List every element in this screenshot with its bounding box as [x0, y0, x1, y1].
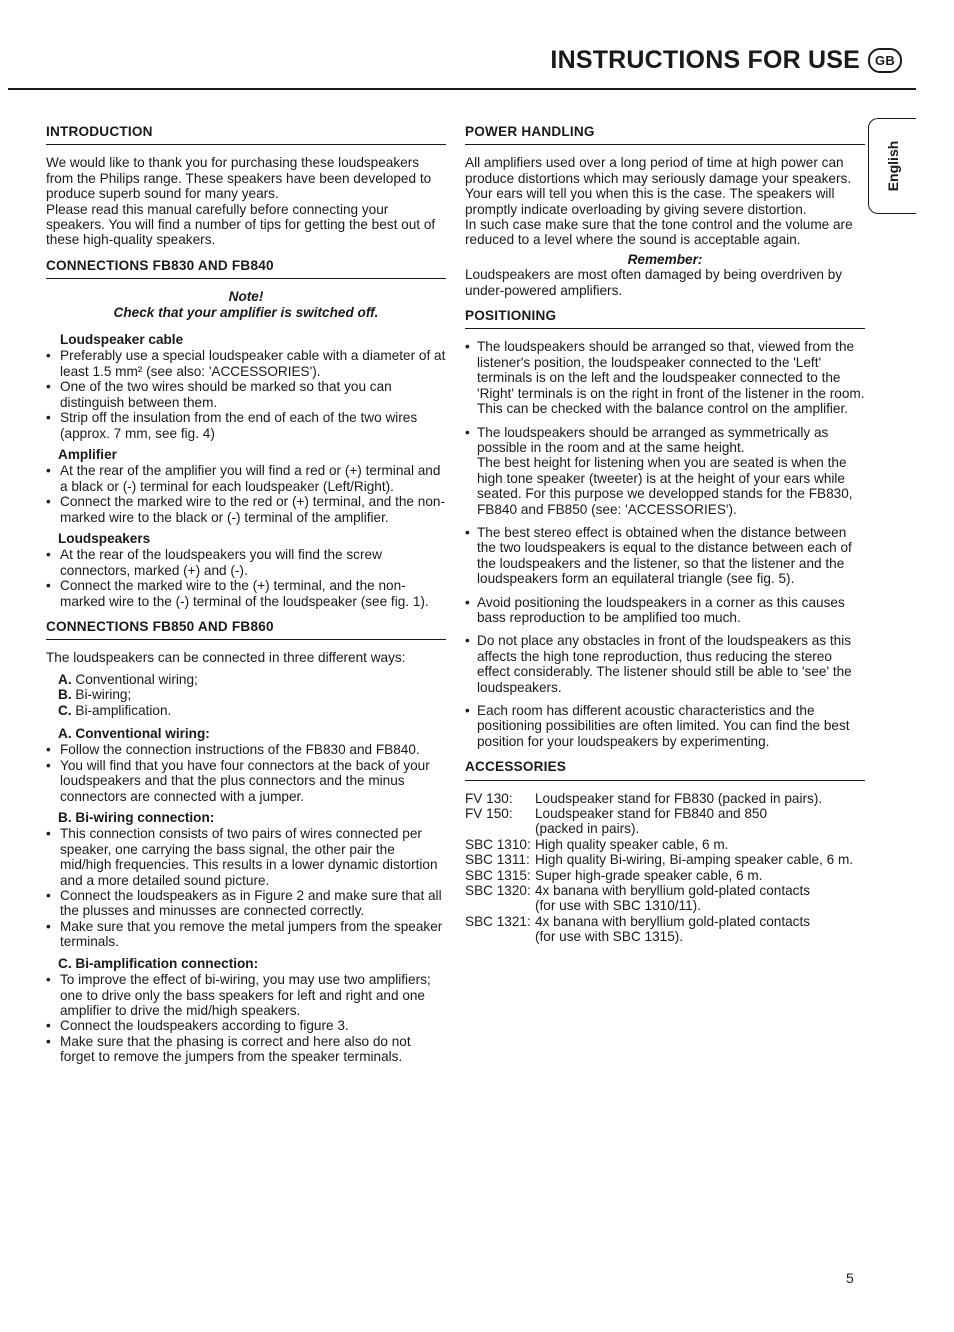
language-tab	[868, 118, 916, 214]
accessory-description: 4x banana with beryllium gold-plated contacts	[535, 883, 811, 899]
accessory-description: Super high-grade speaker cable, 6 m.	[535, 867, 763, 883]
list-item: • This connection consists of two pairs of wires connected per speaker, one carrying the bass signal, the other pair the mid/high frequencies. This results in a lower dynamic distortion and a more detailed sound picture.	[46, 826, 446, 888]
loudspeaker-cable-heading: Loudspeaker cable	[60, 332, 184, 348]
connections-fb830-heading: CONNECTIONS FB830 AND FB840	[46, 258, 446, 279]
accessory-code: FV 150:	[465, 806, 513, 822]
positioning-heading: POSITIONING	[465, 308, 865, 329]
list-item: • The loudspeakers should be arranged so that, viewed from the listener's position, the loudspeaker connected to the 'Left' terminals is on the left and the loudspeaker connected to the 'Right' terminals is on the right in front of the listener in the room. This can be checked with the balance control on the amplifier.	[465, 339, 865, 416]
accessory-description: Loudspeaker stand for FB840 and 850	[535, 806, 768, 822]
right-column	[465, 124, 865, 955]
bi-wiring-heading: B. Bi-wiring connection:	[58, 810, 215, 826]
accessory-row	[465, 883, 865, 898]
conventional-wiring-list	[46, 742, 446, 804]
list-item: • Preferably use a special loudspeaker cable with a diameter of at least 1.5 mm² (see also: 'ACCESSORIES').	[46, 348, 446, 379]
bi-wiring-list	[46, 826, 446, 949]
connection-ways-intro: The loudspeakers can be connected in three different ways:	[46, 650, 406, 666]
way-item: C. Bi-amplification.	[58, 702, 172, 718]
loudspeakers-list	[46, 547, 446, 609]
accessory-code: SBC 1321:	[465, 913, 531, 929]
list-item: • To improve the effect of bi-wiring, you may use two amplifiers; one to drive only the bass speakers for left and right and one amplifier to drive the mid/high speakers.	[46, 972, 446, 1018]
accessories-heading: ACCESSORIES	[465, 759, 865, 780]
list-item: • Make sure that the phasing is correct and here also do not forget to remove the jumpers from the speaker terminals.	[46, 1034, 446, 1065]
accessory-row	[465, 806, 865, 821]
list-item: • Do not place any obstacles in front of the loudspeakers as this affects the high tone reproduction, thus reducing the stereo effect considerably. The listener should still be able to 'see' the loudspeakers.	[465, 633, 865, 695]
list-item: • At the rear of the amplifier you will find a red or (+) terminal and a black or (-) terminal for each loudspeaker (Left/Right).	[46, 463, 446, 494]
list-item: • Connect the loudspeakers according to figure 3.	[46, 1018, 446, 1033]
accessory-row	[465, 791, 865, 806]
accessory-row	[465, 914, 865, 929]
power-handling-heading: POWER HANDLING	[465, 124, 865, 145]
list-item: • The loudspeakers should be arranged as symmetrically as possible in the room and at the same height. The best height for listening when you are seated is when the high tone speaker (tweeter) is at the height of your ears while seated. For this purpose we developped stands for the FB830, FB840 and FB850 (see: 'ACCESSORIES').	[465, 425, 865, 517]
header-divider	[8, 88, 916, 90]
accessory-description-continued: (for use with SBC 1315).	[535, 929, 684, 945]
amplifier-heading: Amplifier	[58, 446, 117, 462]
list-item: • You will find that you have four connectors at the back of your loudspeakers and that the plus connectors and the minus connectors are connected with a jumper.	[46, 758, 446, 804]
introduction-heading: INTRODUCTION	[46, 124, 446, 145]
bi-amplification-heading: C. Bi-amplification connection:	[58, 955, 259, 971]
page-title	[550, 46, 902, 75]
loudspeakers-heading: Loudspeakers	[58, 530, 151, 546]
accessories-list	[465, 791, 865, 945]
positioning-list	[465, 339, 865, 749]
connections-fb830-section	[46, 258, 446, 609]
accessory-code: SBC 1310:	[465, 836, 531, 852]
language-tab-label: English	[884, 140, 901, 192]
accessory-code: FV 130:	[465, 790, 513, 806]
introduction-section	[46, 124, 446, 248]
accessory-code: SBC 1320:	[465, 883, 531, 899]
power-handling-text: All amplifiers used over a long period of time at high power can produce distortions which may seriously damage your speakers. Your ears will tell you when this is the case. The speakers will promptly indicate overloading by giving severe distortion. In such case make sure that the tone control and the volume are reduced to a level where the sound is acceptable again.	[465, 155, 853, 248]
list-item: • Avoid positioning the loudspeakers in a corner as this causes bass reproduction to be amplified too much.	[465, 595, 865, 626]
list-item: • Make sure that you remove the metal jumpers from the speaker terminals.	[46, 919, 446, 950]
way-item: B. Bi-wiring;	[58, 687, 132, 703]
accessory-description-continued: (packed in pairs).	[535, 821, 640, 837]
accessory-code: SBC 1311:	[465, 852, 530, 868]
list-item: • Connect the marked wire to the (+) terminal, and the non-marked wire to the (-) terminal of the loudspeaker (see fig. 1).	[46, 578, 446, 609]
accessory-description: High quality speaker cable, 6 m.	[535, 836, 729, 852]
list-item: • One of the two wires should be marked so that you can distinguish between them.	[46, 379, 446, 410]
gb-language-badge: GB	[868, 48, 902, 73]
accessories-section	[465, 759, 865, 944]
remember-heading: Remember:	[627, 251, 703, 267]
positioning-section	[465, 308, 865, 749]
accessory-row	[465, 852, 865, 867]
list-item: • Strip off the insulation from the end of each of the two wires (approx. 7 mm, see fig. 4)	[46, 410, 446, 441]
page-number: 5	[846, 1270, 854, 1286]
page-title-text: INSTRUCTIONS FOR USE	[550, 46, 860, 74]
bi-amplification-list	[46, 972, 446, 1064]
accessory-description: High quality Bi-wiring, Bi-amping speaker cable, 6 m.	[535, 852, 854, 868]
amplifier-list	[46, 463, 446, 525]
accessory-row	[465, 868, 865, 883]
list-item: • Connect the loudspeakers as in Figure 2 and make sure that all the plusses and minusses are connected correctly.	[46, 888, 446, 919]
introduction-text: We would like to thank you for purchasing these loudspeakers from the Philips range. These speakers have been developed to produce superb sound for many years. Please read this manual carefully before connecting your speakers. You will find a number of tips for getting the best out of these high-quality speakers.	[46, 155, 436, 248]
list-item: • Follow the connection instructions of the FB830 and FB840.	[46, 742, 446, 757]
list-item: • The best stereo effect is obtained when the distance between the two loudspeakers is equal to the distance between each of the loudspeakers and the listener, so that the listener and the loudspeakers form an equilateral triangle (see fig. 5).	[465, 525, 865, 587]
accessory-code: SBC 1315:	[465, 867, 531, 883]
connections-fb850-heading: CONNECTIONS FB850 AND FB860	[46, 619, 446, 640]
accessory-description: Loudspeaker stand for FB830 (packed in pairs).	[535, 790, 823, 806]
remember-text: Loudspeakers are most often damaged by being overdriven by under-powered amplifiers.	[465, 267, 843, 298]
loudspeaker-cable-list	[46, 348, 446, 440]
power-handling-section	[465, 124, 865, 298]
accessory-description-continued: (for use with SBC 1310/11).	[535, 898, 701, 914]
note-text: Note! Check that your amplifier is switched off.	[113, 289, 379, 320]
connection-ways-list	[58, 672, 446, 718]
way-item: A. Conventional wiring;	[58, 671, 198, 687]
conventional-wiring-heading: A. Conventional wiring:	[58, 726, 210, 741]
list-item: • Connect the marked wire to the red or (+) terminal, and the non-marked wire to the black or (-) terminal of the amplifier.	[46, 494, 446, 525]
list-item: • Each room has different acoustic characteristics and the positioning possibilities are often limited. You can find the best position for your loudspeakers by experimenting.	[465, 703, 865, 749]
accessory-row	[465, 837, 865, 852]
left-column	[46, 124, 446, 1075]
connections-fb850-section	[46, 619, 446, 1065]
list-item: • At the rear of the loudspeakers you will find the screw connectors, marked (+) and (-).	[46, 547, 446, 578]
accessory-description: 4x banana with beryllium gold-plated contacts	[535, 913, 811, 929]
